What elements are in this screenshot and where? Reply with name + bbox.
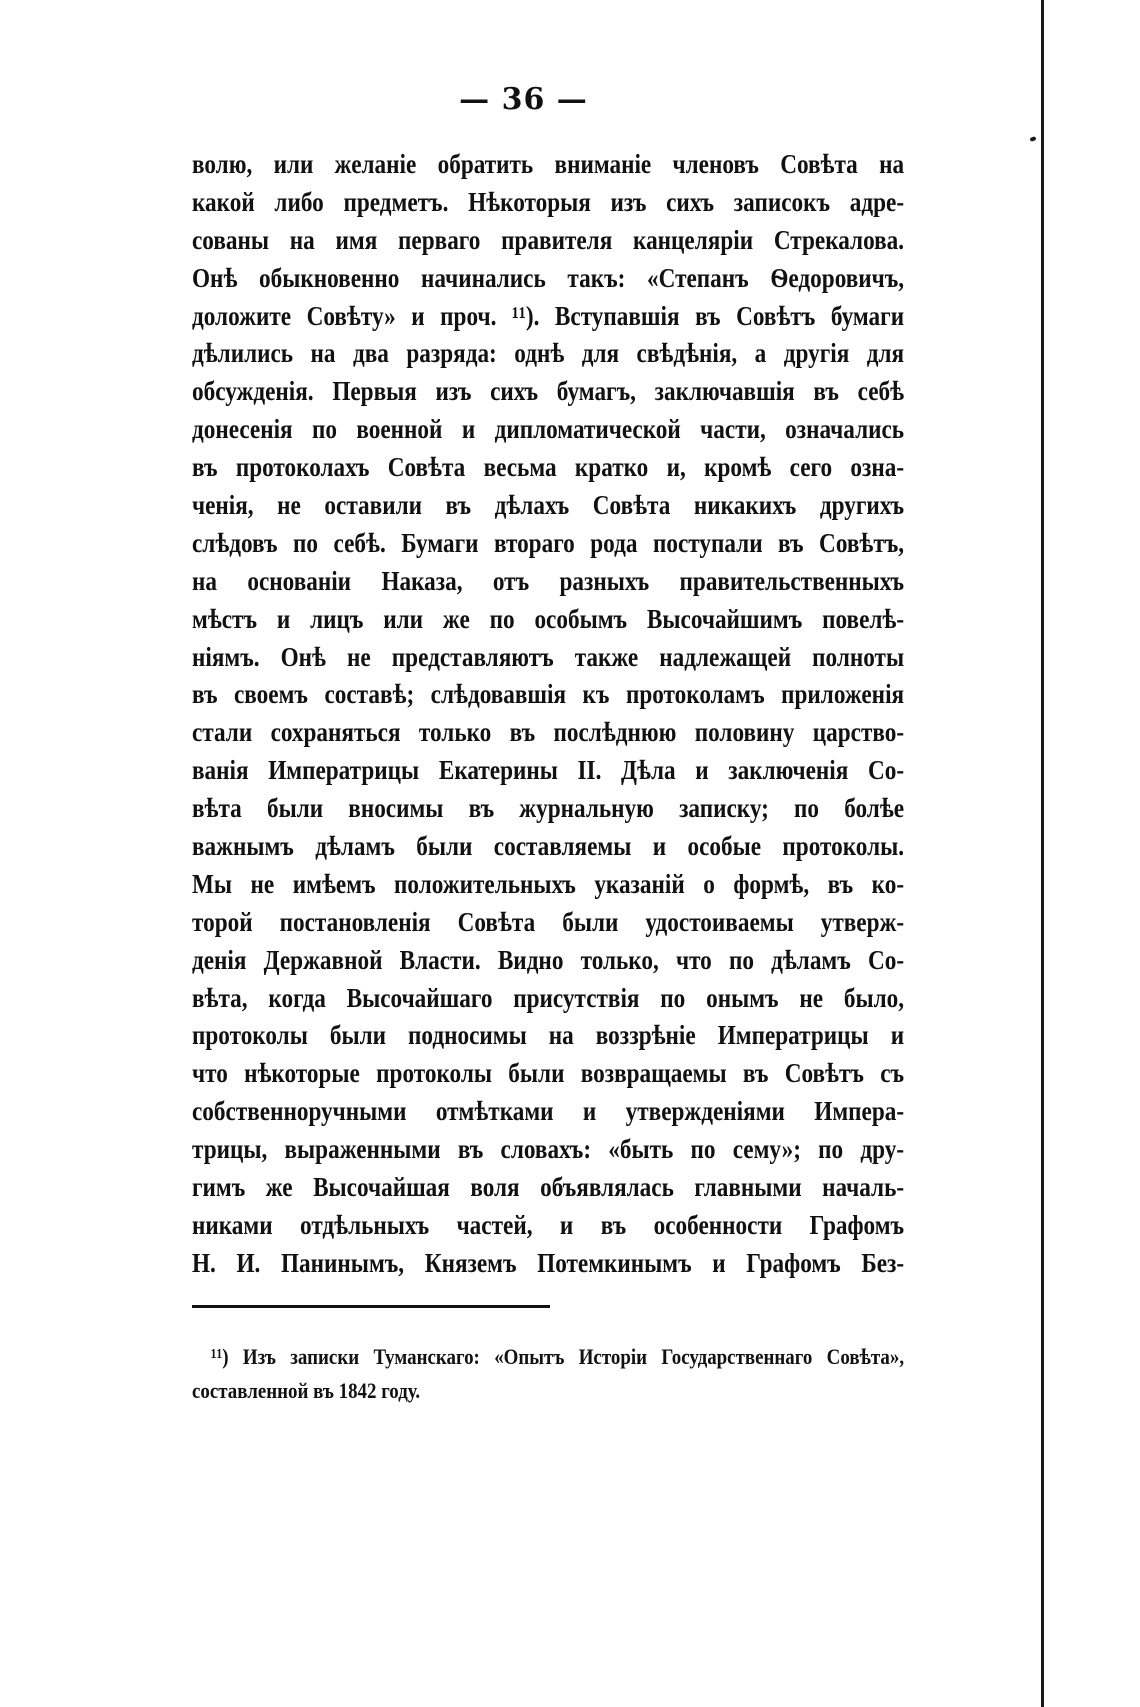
page-edge-line: [1041, 0, 1044, 1707]
text-line: ванія Императрицы Екатерины II. Дѣла и заключенія Со-: [192, 755, 905, 786]
text-line: на основаніи Наказа, отъ разныхъ правительственныхъ: [192, 565, 905, 596]
text-line: денія Державной Власти. Видно только, что по дѣламъ Со-: [192, 944, 905, 975]
text-line: Н. И. Панинымъ, Княземъ Потемкинымъ и Графомъ Без-: [192, 1247, 905, 1278]
text-line: вѣта, когда Высочайшаго присутствія по онымъ не было,: [192, 982, 905, 1013]
text-line: протоколы были подносимы на воззрѣніе Императрицы и: [192, 1020, 905, 1051]
text-line: что нѣкоторые протоколы были возвращаемы въ Совѣтъ съ: [192, 1058, 905, 1089]
text-line: донесенія по военной и дипломатической части, означались: [192, 414, 905, 445]
text-line: Онѣ обыкновенно начинались такъ: «Степанъ Ѳедоровичъ,: [192, 262, 905, 293]
page-number: — 36 —: [459, 82, 588, 117]
text-line: вѣта были вносимы въ журнальную записку; по болѣе: [192, 793, 905, 824]
text-line: волю, или желаніе обратить вниманіе членовъ Совѣта на: [192, 149, 905, 179]
text-line: гимъ же Высочайшая воля объявлялась главными началь-: [192, 1172, 905, 1203]
text-line: важнымъ дѣламъ были составляемы и особые протоколы.: [192, 831, 905, 862]
margin-mark: [1029, 136, 1036, 142]
text-line: въ протоколахъ Совѣта весьма кратко и, кромѣ сего озна-: [192, 452, 905, 483]
text-line: Мы не имѣемъ положительныхъ указаній о формѣ, въ ко-: [192, 868, 905, 899]
text-line: какой либо предметъ. Нѣкоторыя изъ сихъ записокъ адре-: [192, 186, 905, 217]
footnote: [192, 1340, 904, 1408]
text-line: трицы, выраженными въ словахъ: «быть по сему»; по дру-: [192, 1134, 905, 1165]
text-line: ченія, не оставили въ дѣлахъ Совѣта никакихъ другихъ: [192, 490, 905, 521]
text-line: сованы на имя перваго правителя канцеляріи Стрекалова.: [192, 224, 905, 255]
footnote-line: ¹¹) Изъ записки Туманскаго: «Опытъ Исторіи Государственнаго Совѣта»,: [210, 1344, 905, 1369]
text-line: доложите Совѣту» и проч. ¹¹). Вступавшія въ Совѣтъ бумаги: [192, 300, 905, 331]
text-line: ніямъ. Онѣ не представляютъ также надлежащей полноты: [192, 641, 905, 672]
text-line: собственноручными отмѣтками и утвержденіями Импера-: [192, 1096, 905, 1127]
text-line: никами отдѣльныхъ частей, и въ особенности Графомъ: [192, 1209, 905, 1240]
body-text: [192, 146, 904, 1283]
footnote-line: составленной въ 1842 году.: [192, 1378, 421, 1403]
text-line: обсужденія. Первыя изъ сихъ бумагъ, заключавшія въ себѣ: [192, 376, 905, 407]
text-line: слѣдовъ по себѣ. Бумаги втораго рода поступали въ Совѣтъ,: [192, 527, 905, 558]
footnote-separator: [192, 1305, 550, 1308]
text-line: въ своемъ составѣ; слѣдовавшія къ протоколамъ приложенія: [192, 679, 905, 710]
text-line: стали сохраняться только въ послѣднюю половину царство-: [192, 717, 905, 748]
text-line: дѣлились на два разряда: однѣ для свѣдѣнія, а другія для: [192, 338, 905, 369]
text-line: торой постановленія Совѣта были удостоиваемы утверж-: [192, 906, 905, 937]
text-line: мѣстъ и лицъ или же по особымъ Высочайшимъ повелѣ-: [192, 603, 905, 634]
